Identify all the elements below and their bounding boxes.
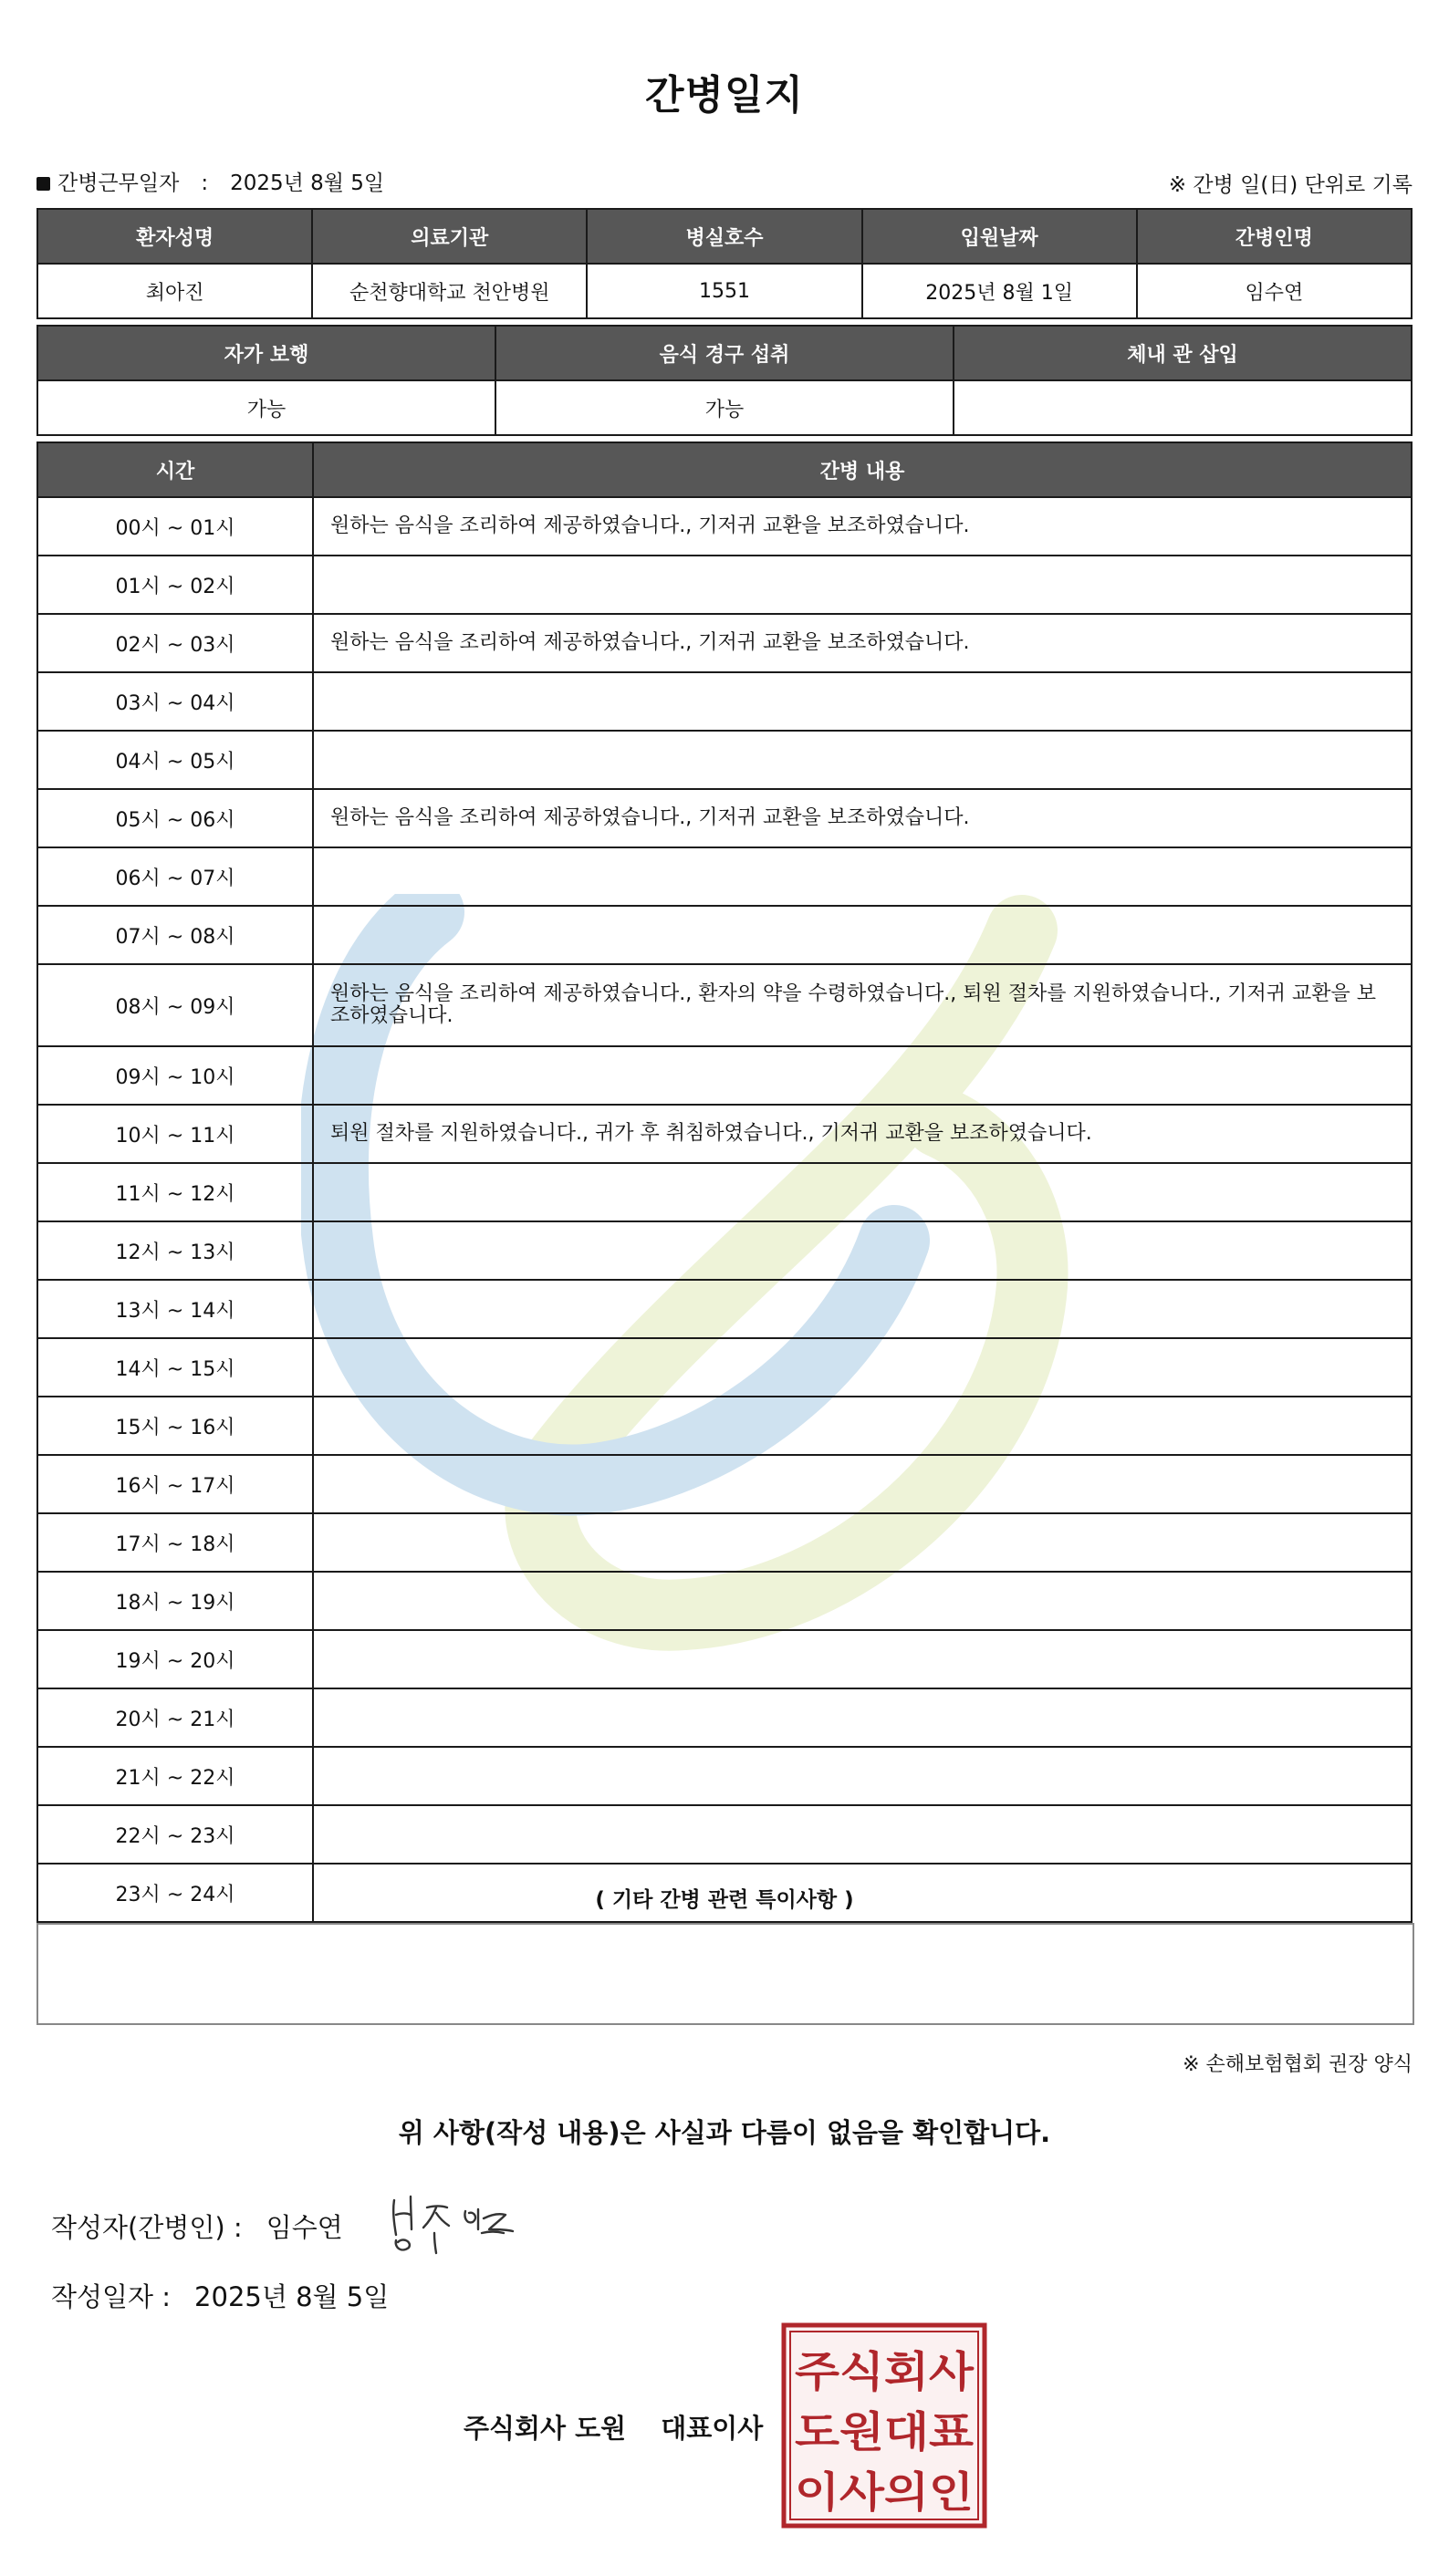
patient-name: 최아진 <box>37 264 312 318</box>
writer-name: 임수연 <box>266 2212 343 2243</box>
content-cell <box>313 731 1412 789</box>
representative-title: 대표이사 <box>661 2413 764 2444</box>
content-cell <box>313 1397 1412 1455</box>
content-cell <box>313 1338 1412 1397</box>
work-date-value: 2025년 8월 5일 <box>230 171 385 195</box>
content-cell: 퇴원 절차를 지원하였습니다., 귀가 후 취침하였습니다., 기저귀 교환을 보조하였습니다. <box>313 1105 1412 1163</box>
time-cell: 13시 ~ 14시 <box>37 1280 313 1338</box>
table-row <box>37 672 1412 731</box>
content-cell <box>313 1046 1412 1105</box>
write-date-value: 2025년 8월 5일 <box>194 2281 390 2312</box>
content-cell: 원하는 음식을 조리하여 제공하였습니다., 기저귀 교환을 보조하였습니다. <box>313 614 1412 672</box>
table-row <box>37 1221 1412 1280</box>
table-row <box>37 1046 1412 1105</box>
table-row <box>37 964 1412 1046</box>
writer-label: 작성자(간병인) : <box>51 2212 243 2243</box>
table-row <box>37 789 1412 847</box>
handwritten-signature <box>383 2187 529 2260</box>
content-cell <box>313 672 1412 731</box>
time-cell: 03시 ~ 04시 <box>37 672 313 731</box>
content-cell: 원하는 음식을 조리하여 제공하였습니다., 환자의 약을 수령하였습니다., 퇴원 절차를 지원하였습니다., 기저귀 교환을 보조하였습니다. <box>313 964 1412 1046</box>
time-cell: 10시 ~ 11시 <box>37 1105 313 1163</box>
time-cell: 17시 ~ 18시 <box>37 1513 313 1572</box>
time-cell: 19시 ~ 20시 <box>37 1630 313 1688</box>
other-notes-title: ( 기타 간병 관련 특이사항 ) <box>595 1888 854 1912</box>
svg-text:주식회사: 주식회사 <box>795 2347 975 2396</box>
header-patient-name: 환자성명 <box>37 209 312 264</box>
table-row <box>37 1513 1412 1572</box>
company-seal-stamp <box>781 2322 987 2529</box>
header-room-number: 병실호수 <box>587 209 861 264</box>
time-cell: 14시 ~ 15시 <box>37 1338 313 1397</box>
patient-status-table <box>36 325 1413 436</box>
table-row <box>37 1455 1412 1513</box>
table-row <box>37 1747 1412 1805</box>
table-row <box>37 1163 1412 1221</box>
time-cell: 07시 ~ 08시 <box>37 906 313 964</box>
admission-date: 2025년 8월 1일 <box>862 264 1137 318</box>
time-cell: 04시 ~ 05시 <box>37 731 313 789</box>
time-cell: 00시 ~ 01시 <box>37 497 313 556</box>
table-row <box>37 731 1412 789</box>
table-row <box>37 556 1412 614</box>
write-date-line <box>51 2277 389 2314</box>
time-cell: 11시 ~ 12시 <box>37 1163 313 1221</box>
table-row <box>37 1688 1412 1747</box>
table-row <box>37 1805 1412 1864</box>
content-cell <box>313 1513 1412 1572</box>
table-row <box>37 1397 1412 1455</box>
write-date-label: 작성일자 : <box>51 2281 172 2312</box>
content-cell <box>313 1163 1412 1221</box>
room-number: 1551 <box>587 264 861 318</box>
time-cell: 01시 ~ 02시 <box>37 556 313 614</box>
content-cell <box>313 1455 1412 1513</box>
table-row <box>37 906 1412 964</box>
table-row <box>37 1280 1412 1338</box>
self-walking-value: 가능 <box>37 380 495 435</box>
hospital-name: 순천향대학교 천안병원 <box>312 264 587 318</box>
time-cell: 05시 ~ 06시 <box>37 789 313 847</box>
work-date-separator: : <box>201 171 209 195</box>
header-admission-date: 입원날짜 <box>862 209 1137 264</box>
work-date-label: 간병근무일자 <box>57 171 180 195</box>
header-oral-intake: 음식 경구 섭취 <box>495 326 954 380</box>
time-cell: 06시 ~ 07시 <box>37 847 313 906</box>
time-cell: 12시 ~ 13시 <box>37 1221 313 1280</box>
content-cell <box>313 1572 1412 1630</box>
work-date <box>36 166 384 196</box>
content-cell <box>313 1630 1412 1688</box>
svg-text:도원대표: 도원대표 <box>795 2407 975 2457</box>
content-cell <box>313 1688 1412 1747</box>
time-cell: 15시 ~ 16시 <box>37 1397 313 1455</box>
table-row <box>37 847 1412 906</box>
time-cell: 18시 ~ 19시 <box>37 1572 313 1630</box>
table-row <box>37 614 1412 672</box>
content-cell <box>313 847 1412 906</box>
header-care-content: 간병 내용 <box>313 442 1412 497</box>
unit-note: ※ 간병 일(日) 단위로 기록 <box>1168 173 1413 197</box>
writer-line <box>51 2207 343 2245</box>
confirm-statement: 위 사항(작성 내용)은 사실과 다름이 없음을 확인합니다. <box>398 2117 1051 2148</box>
content-cell <box>313 906 1412 964</box>
time-cell: 16시 ~ 17시 <box>37 1455 313 1513</box>
header-tube-insertion: 체내 관 삽입 <box>954 326 1412 380</box>
content-cell <box>313 1747 1412 1805</box>
tube-insertion-value <box>954 380 1412 435</box>
svg-text:이사의인: 이사의인 <box>795 2467 974 2517</box>
time-cell: 23시 ~ 24시 <box>37 1864 313 1922</box>
time-cell: 08시 ~ 09시 <box>37 964 313 1046</box>
table-row <box>37 1572 1412 1630</box>
time-cell: 20시 ~ 21시 <box>37 1688 313 1747</box>
header-hospital: 의료기관 <box>312 209 587 264</box>
content-cell <box>313 1280 1412 1338</box>
content-cell <box>313 556 1412 614</box>
care-log-table <box>36 441 1413 1923</box>
header-self-walking: 자가 보행 <box>37 326 495 380</box>
table-row <box>37 1338 1412 1397</box>
company-signature-line <box>464 2408 763 2446</box>
content-cell <box>313 1221 1412 1280</box>
header-time: 시간 <box>37 442 313 497</box>
content-cell: 원하는 음식을 조리하여 제공하였습니다., 기저귀 교환을 보조하였습니다. <box>313 497 1412 556</box>
content-cell <box>313 1805 1412 1864</box>
time-cell: 02시 ~ 03시 <box>37 614 313 672</box>
guide-note: ※ 손해보험협회 권장 양식 <box>1183 2053 1413 2076</box>
bullet-square-icon <box>36 177 50 191</box>
page-title: 간병일지 <box>644 72 804 119</box>
time-cell: 21시 ~ 22시 <box>37 1747 313 1805</box>
time-cell: 22시 ~ 23시 <box>37 1805 313 1864</box>
patient-info-table <box>36 208 1413 319</box>
table-row <box>37 1630 1412 1688</box>
header-caregiver-name: 간병인명 <box>1137 209 1412 264</box>
caregiver-name: 임수연 <box>1137 264 1412 318</box>
content-cell: 원하는 음식을 조리하여 제공하였습니다., 기저귀 교환을 보조하였습니다. <box>313 789 1412 847</box>
table-row <box>37 1105 1412 1163</box>
time-cell: 09시 ~ 10시 <box>37 1046 313 1105</box>
oral-intake-value: 가능 <box>495 380 954 435</box>
company-name: 주식회사 도원 <box>464 2413 627 2444</box>
table-row <box>37 497 1412 556</box>
other-notes-box <box>36 1923 1414 2025</box>
